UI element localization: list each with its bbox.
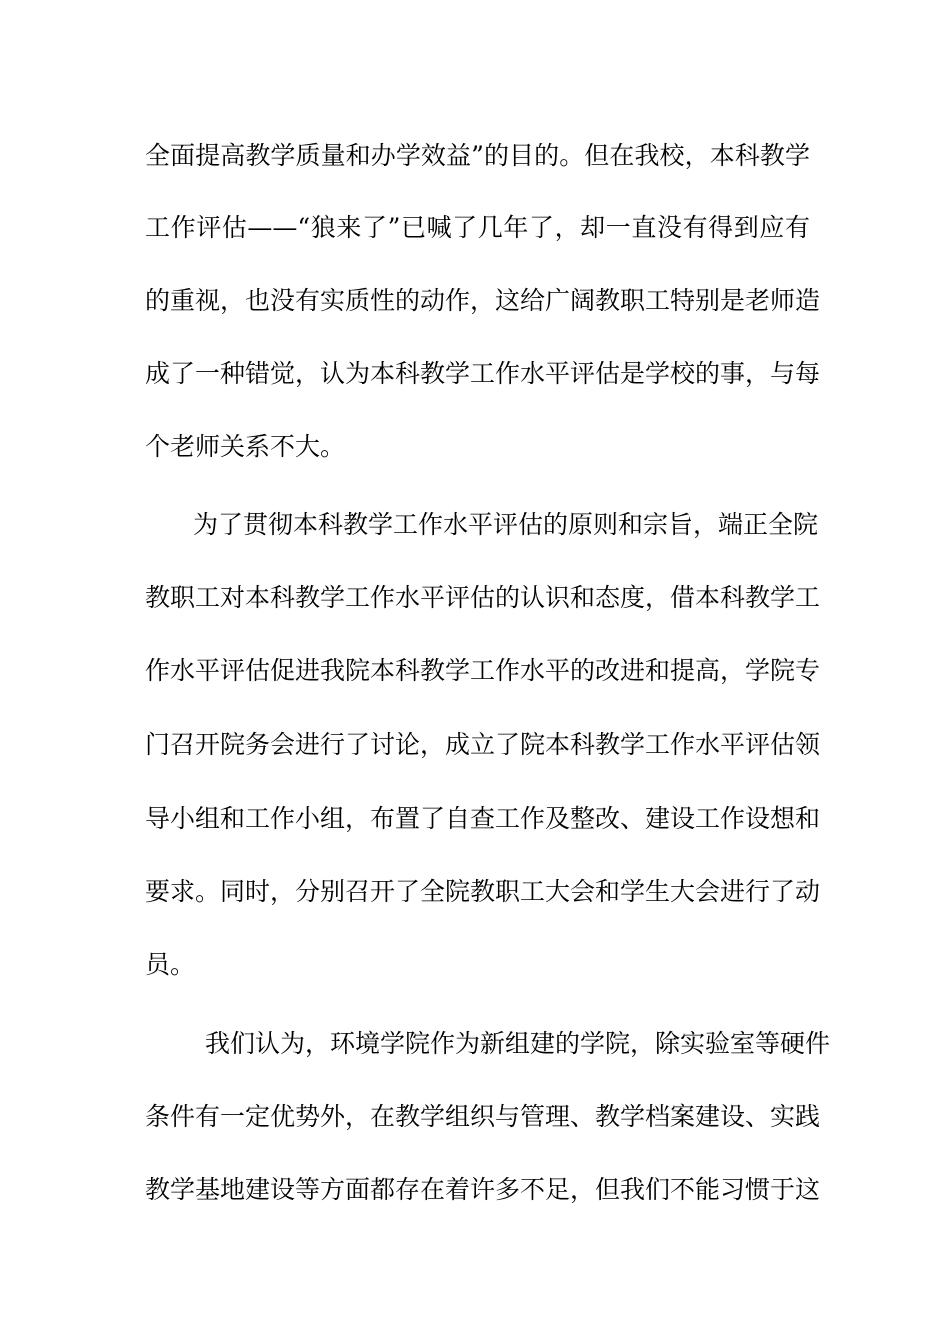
paragraph-1-line-1: 全面提高教学质量和办学效益”的目的。但在我校，本科教学 [145,141,810,170]
paragraph-1-line-2: 工作评估——“狼来了”已喊了几年了，却一直没有得到应有 [145,213,810,242]
paragraph-2-line-3: 作水平评估促进我院本科教学工作水平的改进和提高，学院专 [145,656,821,685]
paragraph-1-line-3: 的重视，也没有实质性的动作，这给广阔教职工特别是老师造 [145,286,821,315]
paragraph-2-line-7: 员。 [145,950,196,979]
paragraph-2-line-4: 门召开院务会进行了讨论，成立了院本科教学工作水平评估领 [145,730,821,759]
paragraph-2-line-5: 导小组和工作小组，布置了自查工作及整改、建设工作设想和 [145,804,821,833]
paragraph-1-line-5: 个老师关系不大。 [145,432,346,461]
paragraph-3-line-1: 我们认为，环境学院作为新组建的学院，除实验室等硬件 [205,1029,831,1058]
paragraph-1-line-4: 成了一种错觉，认为本科教学工作水平评估是学校的事，与每 [145,359,821,388]
paragraph-3-line-2: 条件有一定优势外，在教学组织与管理、教学档案建设、实践 [145,1102,821,1131]
paragraph-2-line-1: 为了贯彻本科教学工作水平评估的原则和宗旨，端正全院 [193,510,819,539]
paragraph-2-line-6: 要求。同时，分别召开了全院教职工大会和学生大会进行了动 [145,877,821,906]
paragraph-2-line-2: 教职工对本科教学工作水平评估的认识和态度，借本科教学工 [145,583,821,612]
paragraph-3-line-3: 教学基地建设等方面都存在着许多不足，但我们不能习惯于这 [145,1175,821,1204]
